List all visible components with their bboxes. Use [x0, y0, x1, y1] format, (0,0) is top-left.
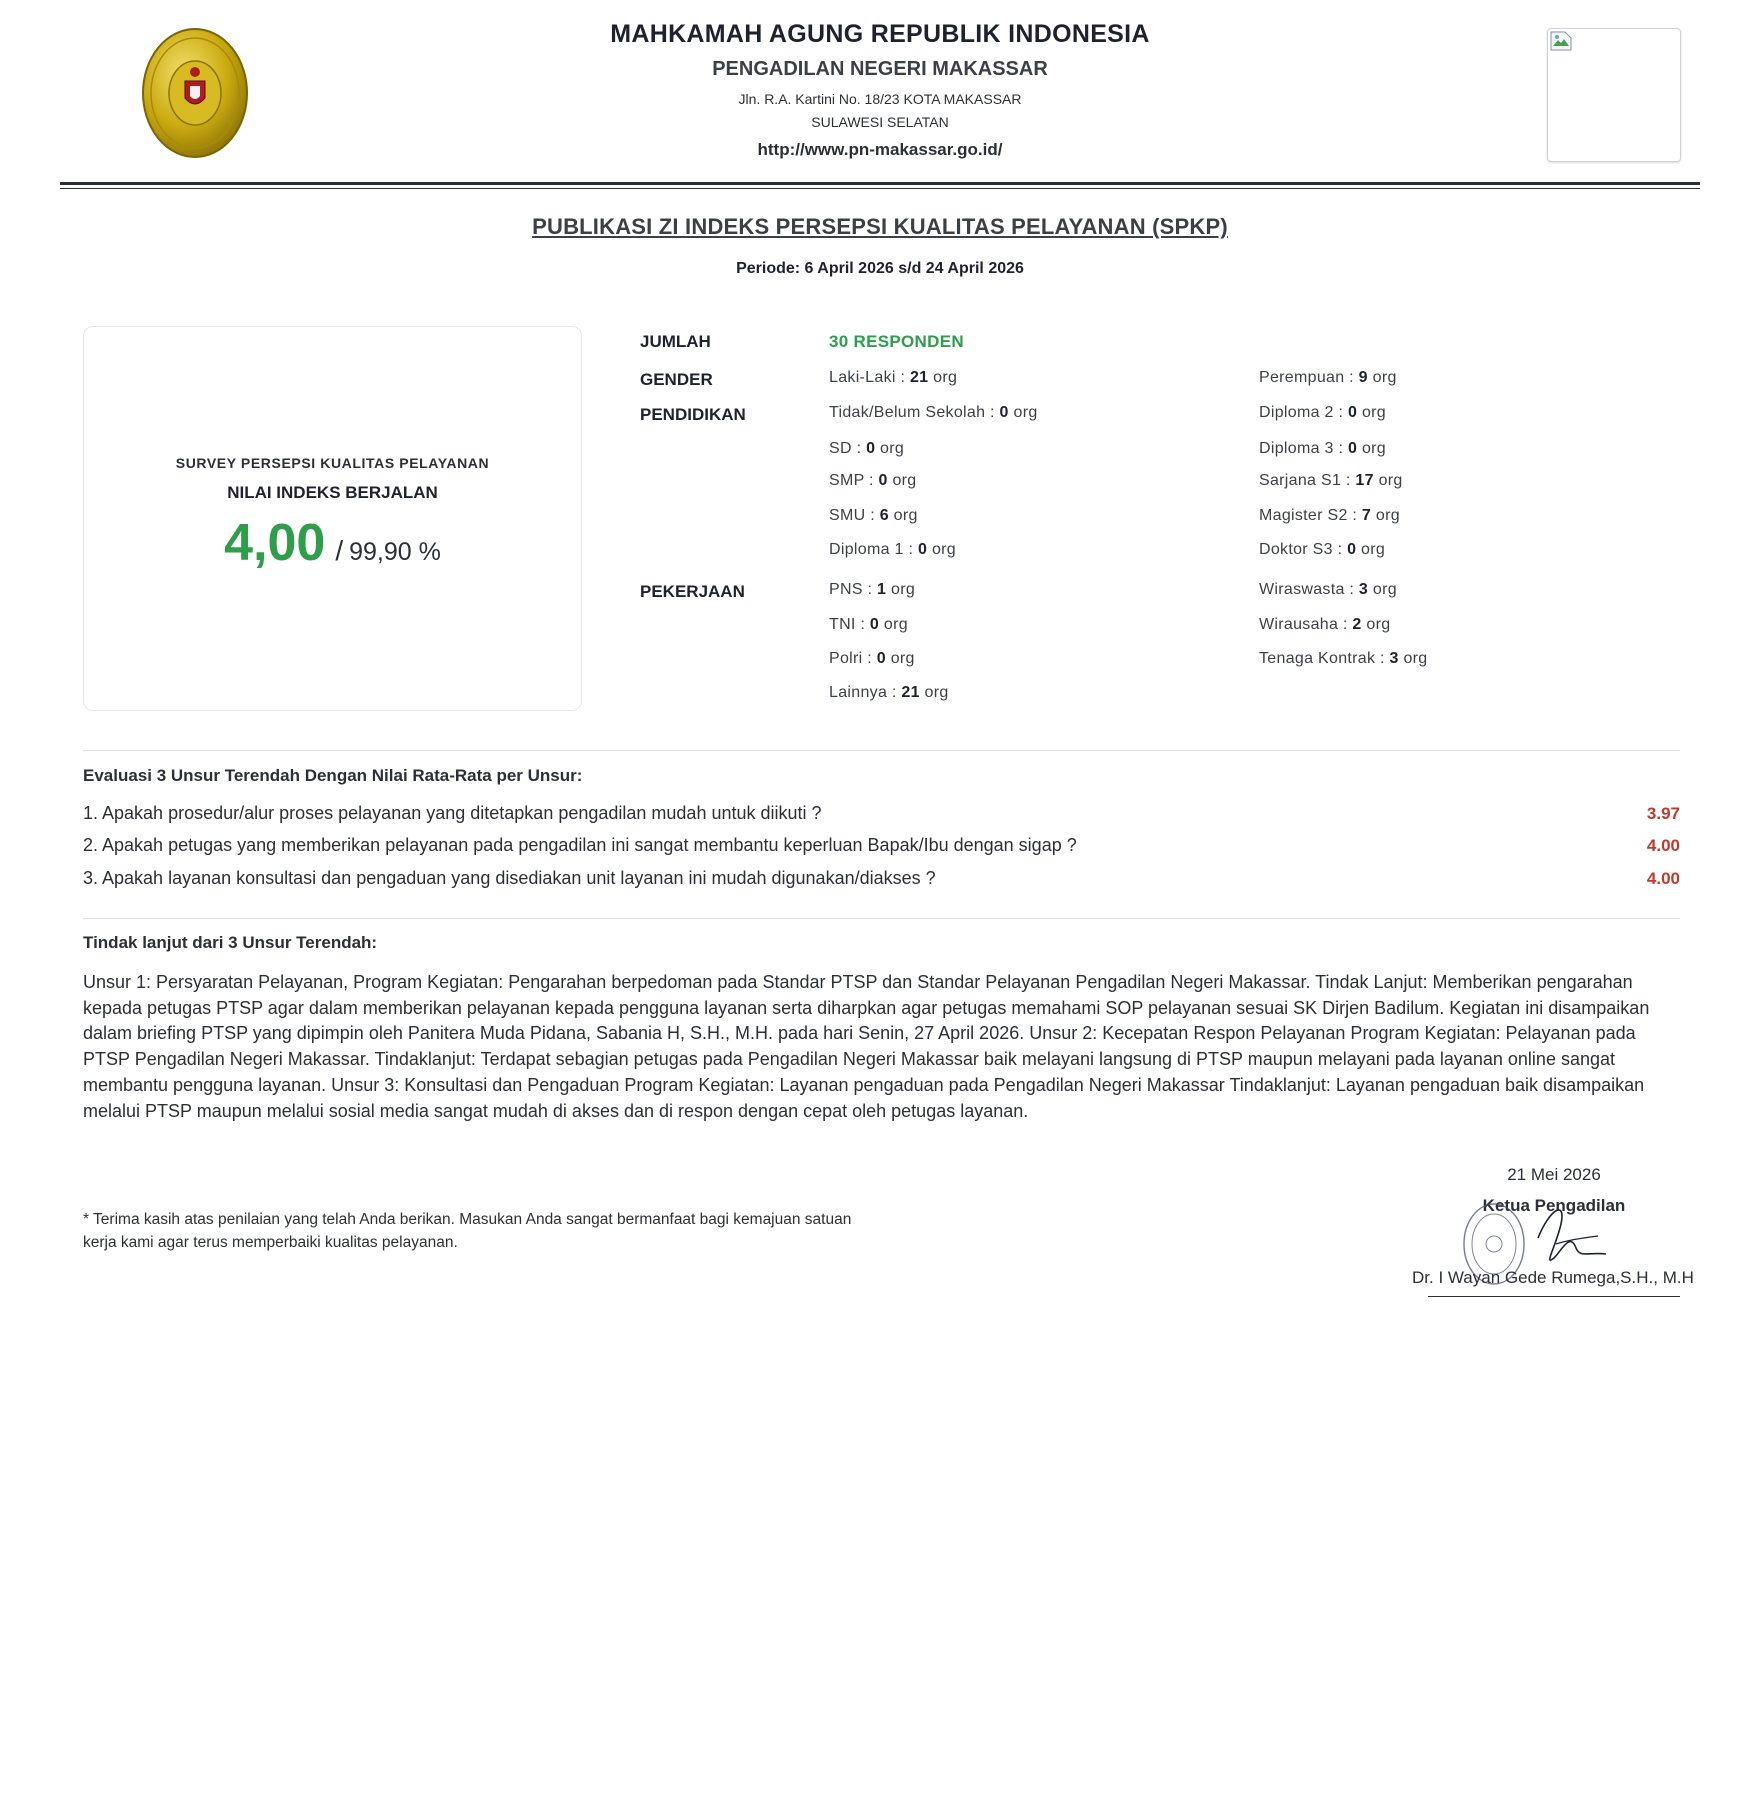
- evaluasi-question: 1. Apakah prosedur/alur proses pelayanan yang ditetapkan pengadilan mudah untuk diikuti ?: [83, 803, 822, 823]
- signatory-name: Dr. I Wayan Gede Rumega,S.H., M.H: [1412, 1268, 1694, 1287]
- score-separator: /: [335, 535, 344, 566]
- stat-item: Polri : 0 org: [829, 650, 915, 667]
- stat-item: TNI : 0 org: [829, 616, 908, 633]
- evaluasi-heading: Evaluasi 3 Unsur Terendah Dengan Nilai Rata-Rata per Unsur:: [83, 766, 583, 785]
- stat-item: Laki-Laki : 21 org: [829, 369, 958, 386]
- stat-item: Diploma 3 : 0 org: [1259, 440, 1386, 457]
- signature-date: 21 Mei 2026: [1507, 1165, 1601, 1184]
- header-rule-thick: [60, 182, 1700, 185]
- stat-item: Tenaga Kontrak : 3 org: [1259, 650, 1428, 667]
- institution-title: MAHKAMAH AGUNG REPUBLIK INDONESIA: [610, 20, 1150, 48]
- pendidikan-label: PENDIDIKAN: [640, 405, 746, 424]
- stat-item: Diploma 2 : 0 org: [1259, 404, 1386, 421]
- address-line-2: SULAWESI SELATAN: [811, 114, 949, 130]
- address-line-1: Jln. R.A. Kartini No. 18/23 KOTA MAKASSAR: [738, 91, 1022, 107]
- stat-item: Lainnya : 21 org: [829, 684, 949, 701]
- stat-item: SMU : 6 org: [829, 507, 918, 524]
- index-score: 4,00: [224, 514, 326, 572]
- evaluasi-score: 3.97: [1646, 804, 1680, 823]
- stat-item: Doktor S3 : 0 org: [1259, 541, 1386, 558]
- score-value-row: [84, 513, 581, 573]
- court-name: PENGADILAN NEGERI MAKASSAR: [712, 58, 1048, 80]
- stat-item: Perempuan : 9 org: [1259, 369, 1397, 386]
- section-divider: [83, 918, 1680, 919]
- website-link[interactable]: http://www.pn-makassar.go.id/: [757, 140, 1003, 159]
- evaluasi-question: 3. Apakah layanan konsultasi dan pengaduan yang disediakan unit layanan ini mudah digunakan/diakses ?: [83, 868, 936, 888]
- stat-item: Sarjana S1 : 17 org: [1259, 472, 1403, 489]
- stat-item: Diploma 1 : 0 org: [829, 541, 956, 558]
- jumlah-value: 30 RESPONDEN: [829, 332, 964, 351]
- thank-you-note: * Terima kasih atas penilaian yang telah Anda berikan. Masukan Anda sangat bermanfaat bagi kemajuan satuan kerja kami agar terus memperbaiki kualitas pelayanan.: [83, 1211, 852, 1251]
- period-text: Periode: 6 April 2026 s/d 24 April 2026: [736, 260, 1024, 277]
- signature-underline: [1428, 1296, 1680, 1297]
- header-rule-thin: [60, 188, 1700, 189]
- evaluasi-question: 2. Apakah petugas yang memberikan pelayanan pada pengadilan ini sangat membantu keperluan Bapak/Ibu dengan sigap ?: [83, 835, 1077, 855]
- stat-item: Magister S2 : 7 org: [1259, 507, 1400, 524]
- broken-image-icon: [1550, 31, 1572, 51]
- signature-role: Ketua Pengadilan: [1482, 1196, 1626, 1215]
- score-card-subtitle: SURVEY PERSEPSI KUALITAS PELAYANAN: [175, 455, 490, 471]
- pekerjaan-label: PEKERJAAN: [640, 582, 745, 601]
- stat-item: SD : 0 org: [829, 440, 905, 457]
- score-percent: 99,90 %: [349, 538, 441, 566]
- evaluasi-score: 4.00: [1646, 869, 1680, 888]
- stat-item: SMP : 0 org: [829, 472, 917, 489]
- mahkamah-agung-logo: [140, 26, 250, 160]
- score-card: [83, 326, 582, 711]
- stat-item: PNS : 1 org: [829, 581, 916, 598]
- stat-item: Wiraswasta : 3 org: [1259, 581, 1397, 598]
- tindak-lanjut-heading: Tindak lanjut dari 3 Unsur Terendah:: [83, 933, 378, 952]
- tindak-lanjut-text: Unsur 1: Persyaratan Pelayanan, Program Kegiatan: Pengarahan berpedoman pada Standar PTSP dan Standar Pelayanan Pengadilan Negeri Makassar. Tindak Lanjut: Memberikan pengarahan kepada petugas PTSP agar dalam memberikan pelayanan kepada pengguna layanan serta diharpkan agar petugas memahami SOP pelayanan sesuai SK Dirjen Badilum. Kegiatan ini disampaikan dalam briefing PTSP yang dipimpin oleh Panitera Muda Pidana, Sabania H, S.H., M.H. pada hari Senin, 27 April 2026. Unsur 2: Kecepatan Respon Pelayanan Program Kegiatan: Pelayanan pada PTSP Pengadilan Negeri Makassar. Tindaklanjut: Terdapat sebagian petugas pada Pengadilan Negeri Makassar baik melayani langsung di PTSP maupun melayani pada layanan online sangat membantu pengguna layanan. Unsur 3: Konsultasi dan Pengaduan Program Kegiatan: Layanan pengaduan pada Pengadilan Negeri Makassar Tindaklanjut: Layanan pengaduan baik disampaikan melalui PTSP maupun melalui sosial media sangat mudah di akses dan di respon dengan cepat oleh petugas layanan.: [83, 972, 1650, 1121]
- stat-item: Wirausaha : 2 org: [1259, 616, 1391, 633]
- section-divider: [83, 750, 1680, 751]
- evaluasi-score: 4.00: [1646, 836, 1680, 855]
- score-card-label: NILAI INDEKS BERJALAN: [227, 483, 438, 502]
- page-title: PUBLIKASI ZI INDEKS PERSEPSI KUALITAS PELAYANAN (SPKP): [532, 214, 1228, 239]
- broken-image-placeholder: [1547, 28, 1681, 162]
- gender-label: GENDER: [640, 370, 713, 389]
- jumlah-label: JUMLAH: [640, 332, 711, 351]
- stat-item: Tidak/Belum Sekolah : 0 org: [829, 404, 1038, 421]
